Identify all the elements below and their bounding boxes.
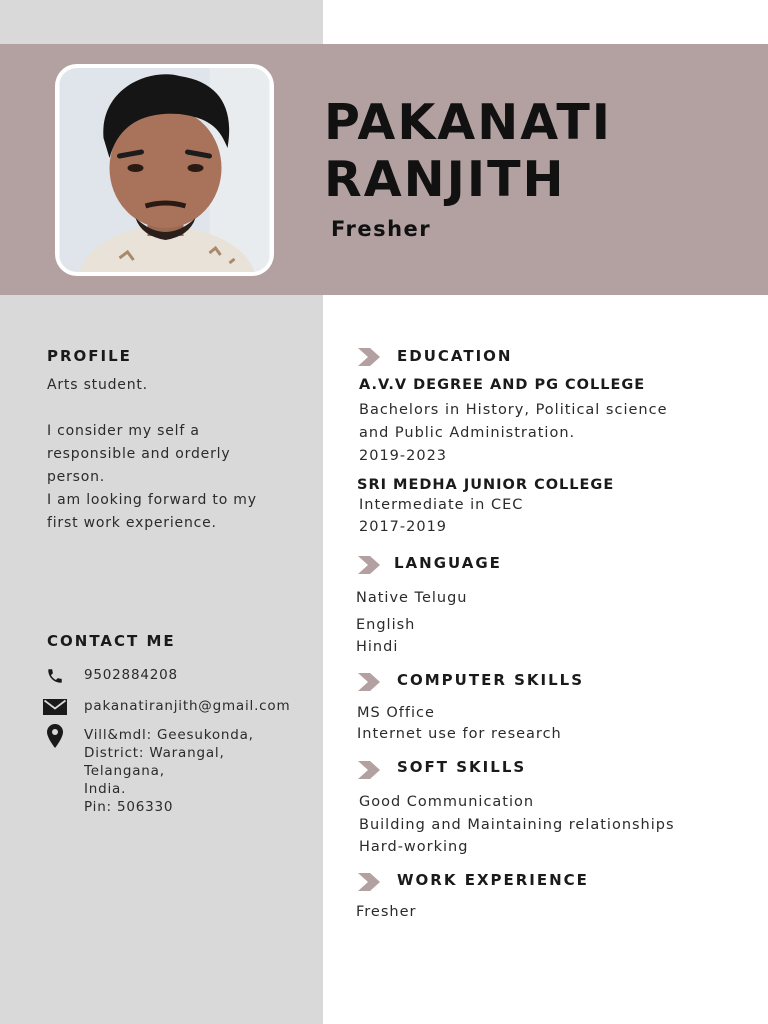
contact-heading: CONTACT ME (47, 632, 176, 650)
chevron-right-icon (358, 761, 382, 779)
soft-skill-item: Building and Maintaining relationships (359, 817, 675, 833)
college-name: A.V.V DEGREE AND PG COLLEGE (359, 377, 646, 393)
phone-icon (42, 666, 68, 686)
college-name: SRI MEDHA JUNIOR COLLEGE (357, 477, 615, 493)
location-pin-icon (42, 726, 68, 746)
profile-line: I consider my self a (47, 423, 200, 439)
email-address[interactable]: pakanatiranjith@gmail.com (84, 698, 291, 714)
profile-text (47, 374, 312, 535)
chevron-right-icon (358, 873, 382, 891)
degree-line: Bachelors in History, Political science (359, 402, 668, 418)
degree-years: 2017-2019 (359, 519, 448, 535)
degree-line: and Public Administration. (359, 425, 576, 441)
first-name: PAKANATI (324, 94, 613, 151)
address-line: Pin: 506330 (84, 799, 174, 815)
profile-line: responsible and orderly (47, 446, 231, 462)
profile-line: Arts student. (47, 377, 148, 393)
profile-photo (55, 64, 274, 276)
address-line: Vill&mdl: Geesukonda, (84, 727, 254, 743)
degree-years: 2019-2023 (359, 448, 448, 464)
language-item: Hindi (356, 639, 399, 655)
phone-number: 9502884208 (84, 667, 178, 683)
address-line: Telangana, (84, 763, 165, 779)
work-experience-heading: WORK EXPERIENCE (397, 871, 589, 889)
profile-line: I am looking forward to my (47, 492, 257, 508)
portrait-image (59, 68, 270, 272)
soft-skill-item: Hard-working (359, 839, 469, 855)
chevron-right-icon (358, 348, 382, 366)
profile-heading: PROFILE (47, 347, 132, 365)
contact-address (42, 726, 254, 816)
language-item: English (356, 617, 416, 633)
chevron-right-icon (358, 673, 382, 691)
language-heading: LANGUAGE (394, 554, 502, 572)
chevron-right-icon (358, 556, 382, 574)
work-experience-item: Fresher (356, 904, 417, 920)
degree-line: Intermediate in CEC (359, 497, 524, 513)
computer-skills-heading: COMPUTER SKILLS (397, 671, 585, 689)
contact-phone (42, 666, 178, 686)
education-heading: EDUCATION (397, 347, 513, 365)
address-line: India. (84, 781, 127, 797)
last-name: RANJITH (324, 151, 566, 208)
address-text (84, 726, 254, 816)
language-item: Native Telugu (356, 590, 468, 606)
profile-line: first work experience. (47, 515, 217, 531)
computer-skill-item: MS Office (357, 705, 435, 721)
envelope-icon (42, 697, 68, 717)
soft-skills-heading: SOFT SKILLS (397, 758, 527, 776)
job-title: Fresher (331, 217, 432, 241)
computer-skill-item: Internet use for research (357, 726, 562, 742)
candidate-name (324, 94, 612, 208)
soft-skill-item: Good Communication (359, 794, 535, 810)
profile-line: person. (47, 469, 106, 485)
contact-email (42, 697, 290, 717)
address-line: District: Warangal, (84, 745, 225, 761)
